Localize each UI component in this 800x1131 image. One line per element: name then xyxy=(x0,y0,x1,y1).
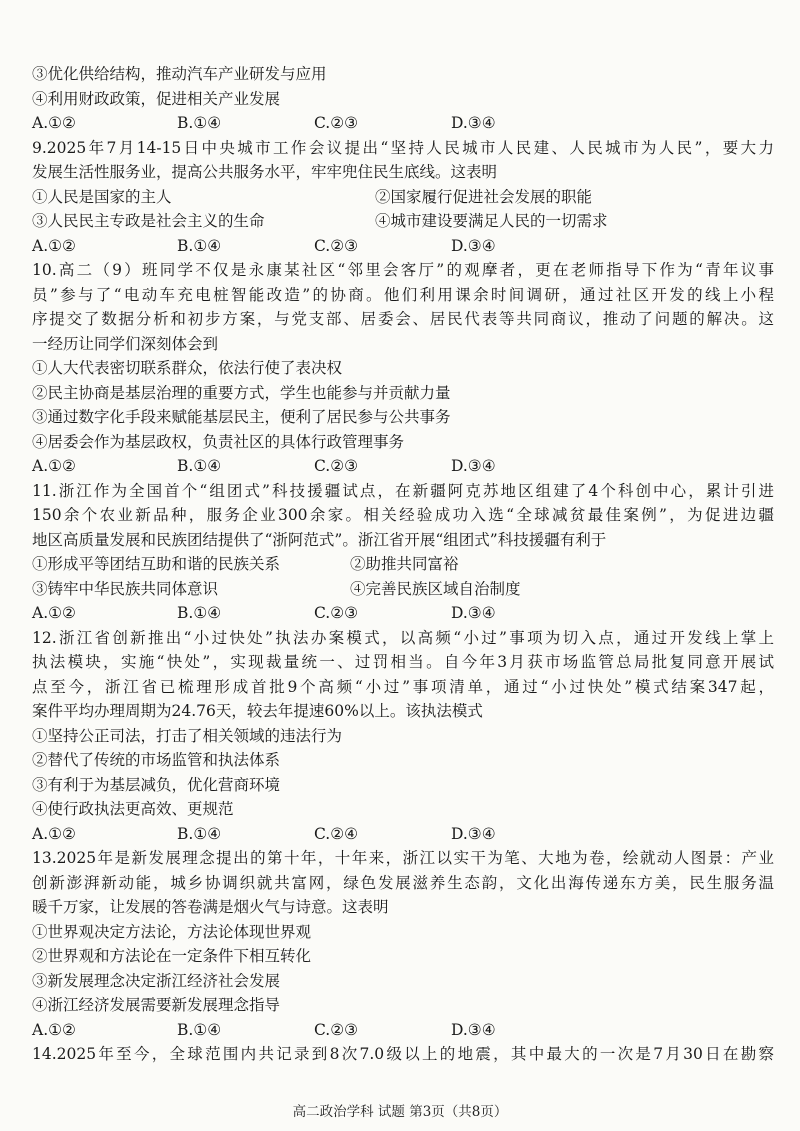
answer-choices: A.①② B.①④ C.②③ D.③④ xyxy=(32,604,496,622)
answer-choices: A.①② B.①④ C.②③ D.③④ xyxy=(32,236,496,255)
question-stem: 序提交了数据分析和初步方案，与党支部、居委会、居民代表等共同商议，推动了问题的解决。这 xyxy=(32,310,774,328)
option: ③通过数字化手段来赋能基层民主，便利了居民参与公共事务 xyxy=(32,408,451,426)
page-content xyxy=(32,62,774,1067)
question-stem: 150余个农业新品种，服务企业300余家。相关经验成功入选“全球减贫最佳案例”，为促进边疆 xyxy=(32,506,774,524)
answer-choices: A.①② B.①④ C.②③ D.③④ xyxy=(32,457,496,475)
question-stem: 13.2025年是新发展理念提出的第十年，十年来，浙江以实干为笔、大地为卷，绘就动人图景：产业 xyxy=(32,849,774,867)
option: ④居委会作为基层政权，负责社区的具体行政管理事务 xyxy=(32,432,405,451)
option-row: ③铸牢中华民族共同体意识 ④完善民族区域自治制度 xyxy=(32,579,521,598)
option: ④使行政执法更高效、更规范 xyxy=(32,800,234,818)
answer-choices: A.①② B.①④ C.②③ D.③④ xyxy=(32,1020,496,1039)
option: ②替代了传统的市场监管和执法体系 xyxy=(32,751,281,769)
answer-choices: A.①② B.①④ C.②③ D.③④ xyxy=(32,114,496,132)
option: ①人大代表密切联系群众，依法行使了表决权 xyxy=(32,359,343,377)
question-stem: 执法模块，实施“快处”，实现裁量统一、过罚相当。自今年3月获市场监管总局批复同意开展试 xyxy=(32,653,774,671)
question-stem: 11.浙江作为全国首个“组团式”科技援疆试点，在新疆阿克苏地区组建了4个科创中心，累计引进 xyxy=(32,481,774,500)
question-stem: 案件平均办理周期为24.76天，较去年提速60%以上。该执法模式 xyxy=(32,702,483,720)
question-stem: 发展生活性服务业，提高公共服务水平，牢牢兜住民生底线。这表明 xyxy=(32,163,498,181)
option: ④利用财政政策，促进相关产业发展 xyxy=(32,89,281,108)
option: ①坚持公正司法，打击了相关领域的违法行为 xyxy=(32,726,343,745)
option: ③新发展理念决定浙江经济社会发展 xyxy=(32,971,281,990)
question-stem: 一经历让同学们深刻体会到 xyxy=(32,334,219,353)
answer-choices: A.①② B.①④ C.②④ D.③④ xyxy=(32,824,496,843)
page-footer: 高二政治学科 试题 第3页（共8页） xyxy=(292,1104,508,1120)
question-stem: 员”参与了“电动车充电桩智能改造”的协商。他们利用课余时间调研，通过社区开发的线上小程 xyxy=(32,285,774,304)
question-stem: 创新澎湃新动能，城乡协调织就共富网，绿色发展滋养生态韵，文化出海传递东方美，民生服务温 xyxy=(32,873,774,892)
option: ①世界观决定方法论，方法论体现世界观 xyxy=(32,922,312,941)
option-row: ①人民是国家的主人 ②国家履行促进社会发展的职能 xyxy=(32,187,593,206)
option-row: ①形成平等团结互助和谐的民族关系 ②助推共同富裕 xyxy=(32,555,459,573)
question-stem: 暖千万家，让发展的答卷满是烟火气与诗意。这表明 xyxy=(32,898,389,916)
question-stem: 14.2025年至今，全球范围内共记录到8次7.0级以上的地震，其中最大的一次是7月30日在勘察 xyxy=(32,1045,774,1063)
question-stem: 点至今，浙江省已梳理形成首批9个高频“小过”事项清单，通过“小过快处”模式结案347起， xyxy=(32,677,774,696)
option-row: ③人民民主专政是社会主义的生命 ④城市建设要满足人民的一切需求 xyxy=(32,212,608,230)
question-stem: 地区高质量发展和民族团结提供了“浙阿范式”。浙江省开展“组团式”科技援疆有利于 xyxy=(32,530,607,549)
question-stem: 9.2025年7月14-15日中央城市工作会议提出“坚持人民城市人民建、人民城市为人民”，要大力 xyxy=(32,138,774,157)
option: ③有利于为基层减负，优化营商环境 xyxy=(32,775,281,794)
option: ②世界观和方法论在一定条件下相互转化 xyxy=(32,947,312,965)
question-stem: 12.浙江省创新推出“小过快处”执法办案模式，以高频“小过”事项为切入点，通过开发线上掌上 xyxy=(32,628,774,647)
question-stem: 10.高二（9）班同学不仅是永康某社区“邻里会客厅”的观摩者，更在老师指导下作为“青年议事 xyxy=(32,261,774,279)
option: ③优化供给结构，推动汽车产业研发与应用 xyxy=(32,65,327,83)
option: ②民主协商是基层治理的重要方式，学生也能参与并贡献力量 xyxy=(32,383,451,402)
option: ④浙江经济发展需要新发展理念指导 xyxy=(32,996,281,1014)
